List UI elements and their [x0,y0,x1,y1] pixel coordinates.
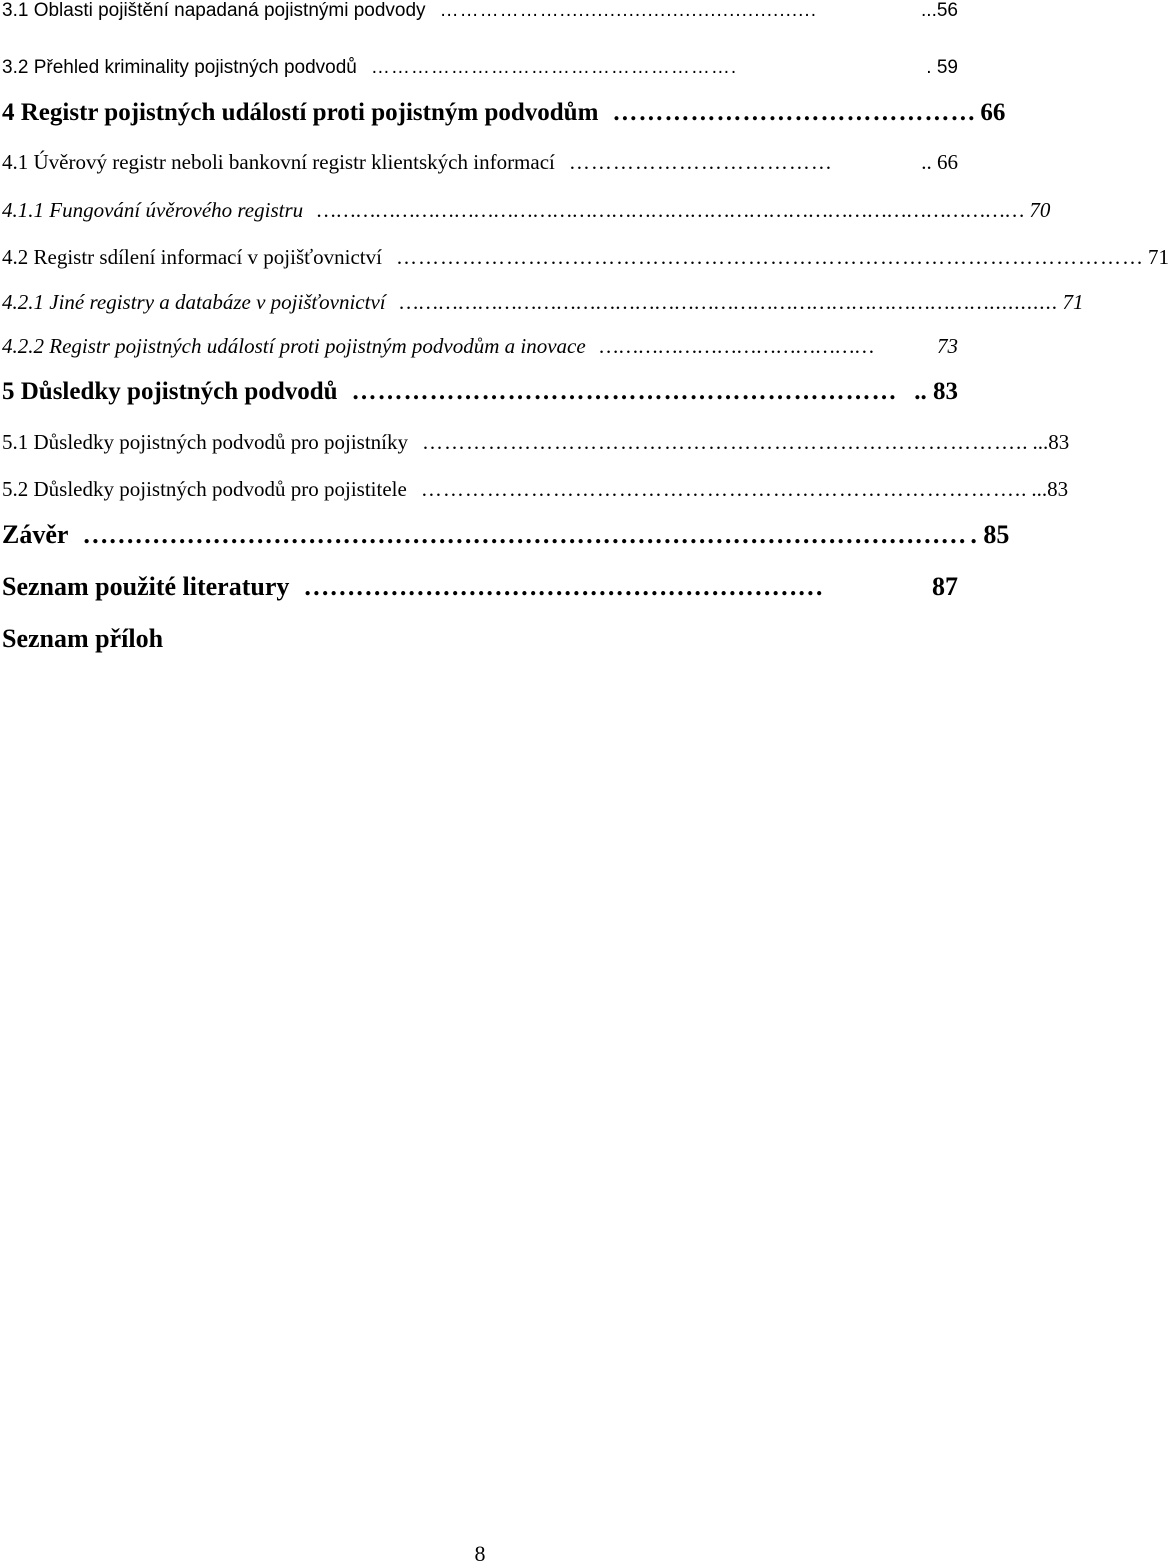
toc-entry-4-2-1 [2,290,1084,315]
toc-entry-title: 5.2 Důsledky pojistných podvodů pro pojistitele [2,477,407,501]
toc-entry-leader: …………………………………… [612,99,977,126]
page-number: 8 [474,1541,486,1566]
toc-entry-leader: ………………………………………………………………………………........... [399,290,1059,314]
toc-entry-title: 4 Registr pojistných událostí proti pojistným podvodům [2,99,599,126]
toc-entry-title: 5.1 Důsledky pojistných podvodů pro pojistníky [2,430,408,454]
toc-entry-page: .. 83 [914,378,958,405]
toc-entry-title: 3.2 Přehled kriminality pojistných podvodů [2,57,357,78]
toc-entry-5-1 [2,430,1070,455]
toc-entry-page: ...83 [1031,477,1069,501]
toc-entry-3-1 [2,0,958,22]
toc-entry-leader: ……………………………………………………… [351,378,898,405]
toc-entry-5-2 [2,477,1069,502]
toc-entry-leader: ………………......................................... [439,0,817,21]
toc-entry-leader: …………………………………… [599,334,876,358]
toc-entry-title: 4.2 Registr sdílení informací v pojišťovnictví [2,245,382,269]
toc-entry-leader: ………………………………………………. [370,57,738,78]
toc-entry-page: . 59 [926,57,958,78]
toc-entry-title: 3.1 Oblasti pojištění napadaná pojistnými podvody [2,0,426,21]
toc-entry-title: Seznam použité literatury [2,572,290,601]
toc-entry-leader: ……………………………………………………………………….. [422,430,1029,454]
toc-entry-title: 4.2.1 Jiné registry a databáze v pojišťovnictví [2,290,386,314]
toc-entry-leader: …………………………………………………… [303,572,824,601]
toc-entry-page: ...83 [1032,430,1070,454]
toc-entry-leader: ……………………………………………………………………………………………… [317,198,1026,222]
toc-entry-4-2-2 [2,334,958,359]
toc-entry-4-1 [2,150,958,175]
toc-entry-page: 70 [1029,198,1051,222]
toc-entry-leader: ………………………………………………………………………………………… [395,245,1144,269]
toc-entry-leader: ……………………………………………………………………….. [420,477,1028,501]
toc-entry-page: 71 [1147,245,1169,269]
toc-entry-5 [2,378,958,406]
toc-entry-page: .. 66 [921,150,958,174]
toc-entry-title: Závěr [2,520,69,549]
toc-entry-title: Seznam příloh [2,624,164,653]
toc-entry-title: 5 Důsledky pojistných podvodů [2,378,338,405]
toc-entry-leader: ………………………………………………………………………………………… [82,520,967,549]
toc-entry-page: 87 [932,572,958,601]
toc-entry-title: 4.2.2 Registr pojistných událostí proti pojistným podvodům a inovace [2,334,586,358]
toc-entry-zaver [2,520,1010,550]
toc-entry-4 [2,99,1006,127]
toc-entry-prilohy [2,624,958,654]
toc-entry-page: 71 [1062,290,1084,314]
toc-entry-3-2 [2,57,958,79]
toc-entry-literatura [2,572,958,602]
toc-entry-page: 73 [937,334,958,358]
toc-entry-page: 66 [980,99,1006,126]
toc-entry-page: . 85 [970,520,1010,549]
toc-entry-page: ...56 [921,0,958,21]
toc-entry-title: 4.1.1 Fungování úvěrového registru [2,198,304,222]
toc-entry-4-1-1 [2,198,1051,223]
toc-entry-4-2 [2,245,1169,270]
toc-entry-title: 4.1 Úvěrový registr neboli bankovní registr klientských informací [2,150,555,174]
toc-entry-leader: ……………………………… [568,150,833,174]
